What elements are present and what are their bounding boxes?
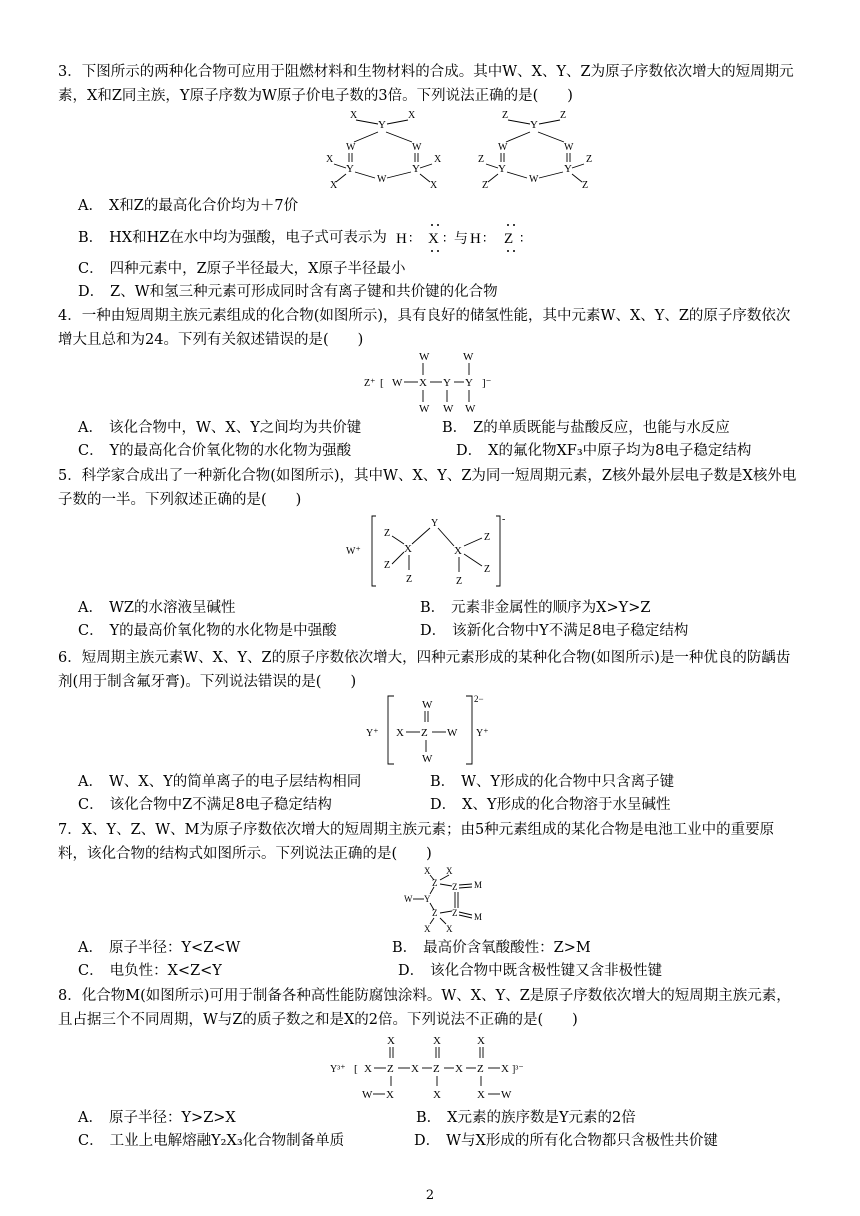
ring2-w-b: W bbox=[529, 174, 539, 185]
question-4-stem: 4．一种由短周期主族元素组成的化合物(如图所示)，具有良好的储氢性能，其中元素W、X、Y、Z的原子序数依次增大且总和为24。下列有关叙述错误的是( ) bbox=[58, 308, 791, 348]
q7-structure bbox=[402, 862, 502, 938]
svg-text:M: M bbox=[474, 912, 483, 922]
ring1-y-r: Y bbox=[412, 163, 420, 175]
lewis-x: X bbox=[428, 231, 439, 247]
svg-text:Z: Z bbox=[477, 1063, 484, 1075]
svg-text:Z: Z bbox=[406, 574, 413, 585]
svg-text:X: X bbox=[411, 1063, 419, 1075]
svg-text:X: X bbox=[446, 866, 453, 876]
svg-text:X: X bbox=[424, 924, 431, 934]
svg-text:X: X bbox=[477, 1035, 485, 1047]
svg-text:X: X bbox=[424, 866, 431, 876]
question-5-stem: 5．科学家合成出了一种新化合物(如图所示)，其中W、X、Y、Z为同一短周期元素，Z核外最外层电子数是X核外电子数的一半。下列叙述正确的是( ) bbox=[58, 468, 797, 508]
question-6-stem: 6．短周期主族元素W、X、Y、Z的原子序数依次增大，四种元素形成的某种化合物(如图所示)是一种优良的防龋齿剂(用于制含氟牙膏)。下列说法错误的是( ) bbox=[58, 650, 791, 690]
q3-option-d[interactable]: D． Z、W和氢三种元素可形成同时含有离子键和共价键的化合物 bbox=[78, 284, 498, 300]
q7-option-b[interactable]: B． 最高价含氧酸酸性：Z>M bbox=[392, 940, 591, 956]
ring1-w-b: W bbox=[377, 174, 387, 185]
q5-option-c[interactable]: C． Y的最高价氧化物的水化物是中强酸 bbox=[78, 623, 337, 639]
svg-text:W: W bbox=[443, 403, 454, 415]
lewis-z: Z bbox=[504, 231, 514, 247]
svg-text:]³⁻: ]³⁻ bbox=[512, 1064, 524, 1075]
q4-option-a[interactable]: A． 该化合物中，W、X、Y之间均为共价键 bbox=[78, 420, 362, 436]
q8-option-d[interactable]: D． W与X形成的所有化合物都只含极性共价键 bbox=[414, 1133, 718, 1149]
svg-text:X: X bbox=[404, 543, 412, 555]
svg-text:X: X bbox=[433, 1035, 441, 1047]
svg-text:Z: Z bbox=[432, 878, 438, 888]
svg-text:Z: Z bbox=[384, 560, 391, 571]
svg-text:W: W bbox=[419, 351, 430, 363]
question-8-stem: 8．化合物M(如图所示)可用于制备各种高性能防腐蚀涂料。W、X、Y、Z是原子序数依次增大的短周期主族元素，且占据三个不同周期，W与Z的质子数之和是X的2倍。下列说法不正确的是( ) bbox=[58, 988, 791, 1028]
ring2-z-l2: Z bbox=[482, 180, 489, 191]
q7-option-d[interactable]: D． 该化合物中既含极性键又含非极性键 bbox=[398, 963, 663, 979]
svg-text:X: X bbox=[454, 545, 462, 557]
question-text: 下图所示的两种化合物可应用于阻燃材料和生物材料的合成。其中W、X、Y、Z为原子序数依次增大的短周期元素，X和Z同主族，Y原子序数为W原子价电子数的3倍。下列说法正确的是( ) bbox=[58, 64, 794, 104]
svg-text:X: X bbox=[364, 1063, 372, 1075]
q5-cation: W⁺ bbox=[346, 546, 361, 557]
question-3-stem bbox=[58, 60, 800, 108]
lewis-join: 与 bbox=[454, 232, 468, 247]
ring2-w-l: W bbox=[498, 142, 508, 153]
svg-text:Z: Z bbox=[384, 528, 391, 539]
ring2-z-r1: Z bbox=[586, 154, 593, 165]
q5-option-b[interactable]: B． 元素非金属性的顺序为X>Y>Z bbox=[420, 600, 651, 616]
svg-text:Z: Z bbox=[433, 1063, 440, 1075]
lewis-h2: H bbox=[470, 231, 481, 247]
q8-option-a[interactable]: A． 原子半径：Y>Z>X bbox=[78, 1110, 236, 1126]
svg-text:Z: Z bbox=[452, 882, 458, 892]
q5-option-d[interactable]: D． 该新化合物中Y不满足8电子稳定结构 bbox=[420, 623, 689, 639]
q4-right-bracket: ]⁻ bbox=[482, 377, 492, 389]
svg-text:Z: Z bbox=[387, 1063, 394, 1075]
svg-text:Y⁺: Y⁺ bbox=[476, 728, 489, 739]
svg-text:Z: Z bbox=[432, 908, 438, 918]
q8-option-c[interactable]: C． 工业上电解熔融Y₂X₃化合物制备单质 bbox=[78, 1133, 345, 1149]
ring2-z-l1: Z bbox=[478, 154, 485, 165]
ring1-x-r1: X bbox=[434, 154, 442, 165]
page-number: 2 bbox=[425, 1188, 435, 1203]
ring-structure-2 bbox=[474, 106, 594, 196]
ring2-w-r: W bbox=[564, 142, 574, 153]
svg-text:Y⁺: Y⁺ bbox=[366, 728, 379, 739]
svg-text:Z: Z bbox=[484, 532, 491, 543]
svg-text:W: W bbox=[422, 753, 433, 765]
svg-text:X: X bbox=[446, 924, 453, 934]
q5-option-a[interactable]: A． WZ的水溶液呈碱性 bbox=[78, 600, 236, 616]
svg-text:Y: Y bbox=[465, 377, 473, 389]
ring2-z-tl: Z bbox=[502, 110, 509, 121]
q4-cation: Z⁺ bbox=[364, 378, 376, 389]
q4-option-b[interactable]: B． Z的单质既能与盐酸反应，也能与水反应 bbox=[442, 420, 730, 436]
q6-option-a[interactable]: A． W、X、Y的简单离子的电子层结构相同 bbox=[78, 774, 362, 790]
svg-text:Z: Z bbox=[484, 564, 491, 575]
q6-option-b[interactable]: B． W、Y形成的化合物中只含离子键 bbox=[430, 774, 675, 790]
q3-option-c[interactable]: C． 四种元素中，Z原子半径最大，X原子半径最小 bbox=[78, 261, 406, 277]
ring1-x-l1: X bbox=[326, 154, 334, 165]
ring2-top-y: Y bbox=[530, 119, 538, 131]
svg-text:X: X bbox=[501, 1063, 509, 1075]
ring2-z-tr: Z bbox=[560, 110, 567, 121]
ring1-w-r: W bbox=[412, 142, 422, 153]
svg-text:X: X bbox=[386, 1089, 394, 1101]
svg-text:W: W bbox=[447, 727, 458, 739]
q8-option-b[interactable]: B． X元素的族序数是Y元素的2倍 bbox=[416, 1110, 636, 1126]
lewis-colon-3: ∶ bbox=[483, 231, 487, 246]
svg-text:Y: Y bbox=[424, 894, 431, 904]
ring1-x-tr: X bbox=[408, 110, 416, 121]
svg-text:M: M bbox=[474, 880, 483, 890]
svg-text:Z: Z bbox=[456, 576, 463, 587]
ring-structure-1 bbox=[322, 106, 442, 196]
q3-option-b[interactable]: B． HX和HZ在水中均为强酸，电子式可表示为 bbox=[78, 230, 387, 246]
svg-text:Z: Z bbox=[452, 908, 458, 918]
lewis-structures bbox=[396, 215, 556, 255]
svg-text:W: W bbox=[362, 1089, 373, 1101]
q4-left-bracket: [ bbox=[380, 377, 384, 389]
ring2-y-l: Y bbox=[498, 163, 506, 175]
svg-text:W: W bbox=[501, 1089, 512, 1101]
ring1-w-l: W bbox=[346, 142, 356, 153]
q7-option-c[interactable]: C． 电负性：X<Z<Y bbox=[78, 963, 222, 979]
svg-text:X: X bbox=[396, 727, 404, 739]
svg-text:X: X bbox=[433, 1089, 441, 1101]
q4-option-c[interactable]: C． Y的最高化合价氧化物的水化物为强酸 bbox=[78, 443, 352, 459]
svg-text:W: W bbox=[463, 351, 474, 363]
question-7-stem: 7．X、Y、Z、W、M为原子序数依次增大的短周期主族元素；由5种元素组成的某化合物是电池工业中的重要原料，该化合物的结构式如图所示。下列说法正确的是( ) bbox=[58, 822, 775, 862]
svg-text:Y³⁺: Y³⁺ bbox=[330, 1064, 346, 1075]
q4-structure bbox=[364, 350, 524, 414]
lewis-h1: H bbox=[396, 231, 407, 247]
q7-option-a[interactable]: A． 原子半径：Y<Z<W bbox=[78, 940, 241, 956]
q6-option-d[interactable]: D． X、Y形成的化合物溶于水呈碱性 bbox=[430, 797, 671, 813]
ring1-x-tl: X bbox=[350, 110, 358, 121]
svg-text:X: X bbox=[477, 1089, 485, 1101]
svg-text:W: W bbox=[465, 403, 476, 415]
ring2-z-r2: Z bbox=[582, 180, 589, 191]
svg-text:2−: 2− bbox=[474, 694, 484, 704]
svg-text:Z: Z bbox=[421, 727, 428, 739]
lewis-colon-1: ∶ bbox=[409, 231, 413, 246]
svg-text:X: X bbox=[419, 377, 427, 389]
svg-text:Y: Y bbox=[443, 377, 451, 389]
lewis-colon-2: ∶ bbox=[443, 231, 447, 246]
ring1-top-y: Y bbox=[378, 119, 386, 131]
ring1-x-l2: X bbox=[330, 180, 338, 191]
q8-structure bbox=[330, 1030, 540, 1104]
q6-option-c[interactable]: C． 该化合物中Z不满足8电子稳定结构 bbox=[78, 797, 332, 813]
q3-option-a[interactable]: A． X和Z的最高化合价均为＋7价 bbox=[78, 198, 299, 214]
svg-text:W: W bbox=[422, 699, 433, 711]
lewis-colon-4: ∶ bbox=[520, 231, 524, 246]
svg-text:X: X bbox=[455, 1063, 463, 1075]
q6-structure bbox=[366, 694, 516, 766]
q5-structure bbox=[346, 512, 516, 592]
ring1-x-r2: X bbox=[430, 180, 438, 191]
svg-text:Y: Y bbox=[431, 518, 439, 529]
svg-text:X: X bbox=[387, 1035, 395, 1047]
q4-option-d[interactable]: D． X的氟化物XF₃中原子均为8电子稳定结构 bbox=[456, 443, 752, 459]
svg-text:W: W bbox=[392, 377, 403, 389]
svg-text:W: W bbox=[419, 403, 430, 415]
svg-text:W: W bbox=[404, 894, 413, 904]
svg-text:[: [ bbox=[354, 1063, 358, 1075]
ring1-y-l: Y bbox=[346, 163, 354, 175]
ring2-y-r: Y bbox=[564, 163, 572, 175]
question-number: 3． bbox=[58, 64, 82, 80]
q5-charge: - bbox=[502, 514, 506, 525]
